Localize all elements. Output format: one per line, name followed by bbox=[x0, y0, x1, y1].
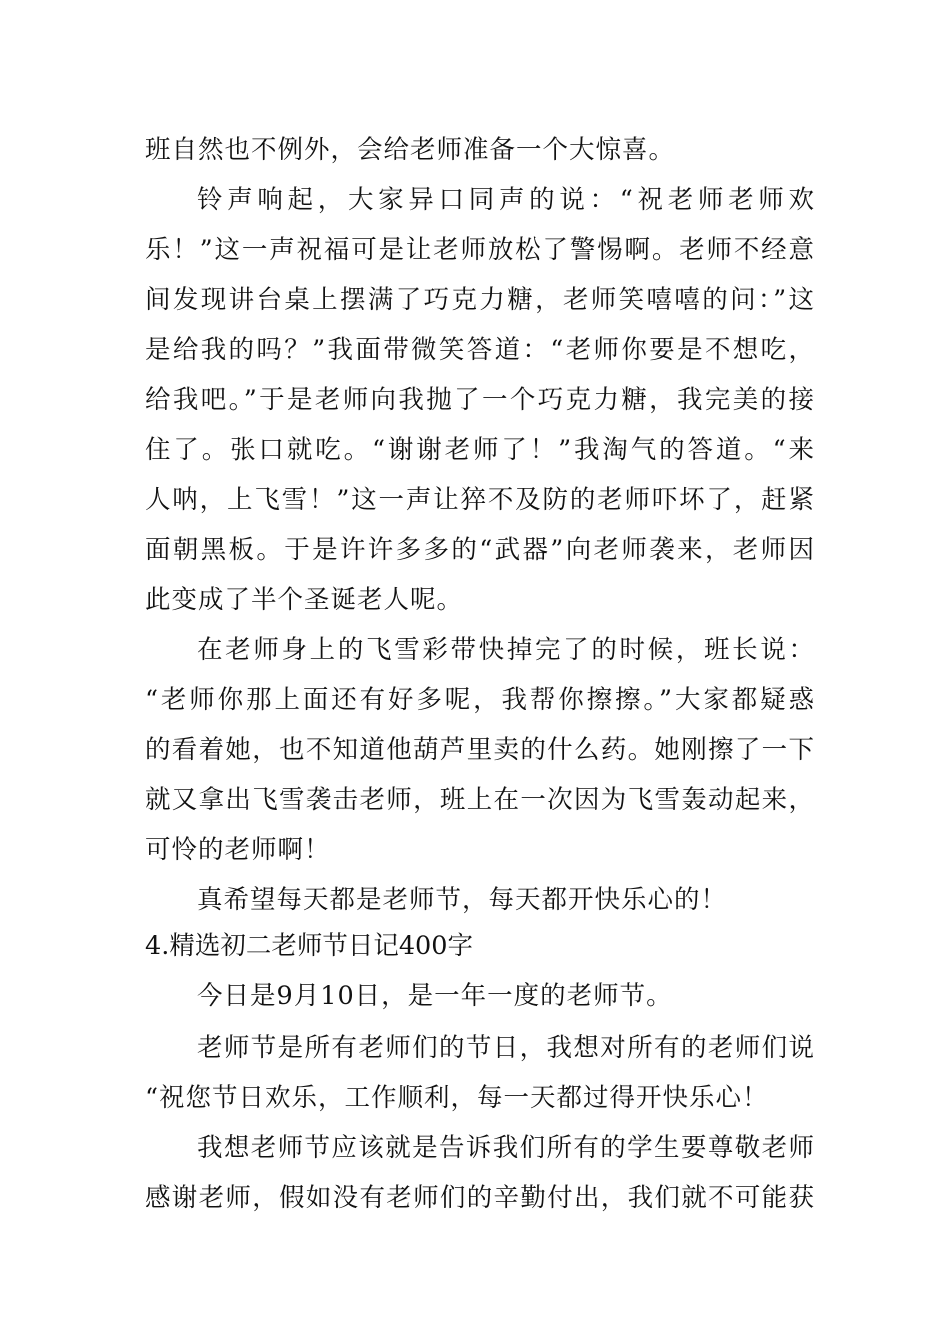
text-line: 在老师身上的飞雪彩带快掉完了的时候，班长说： bbox=[197, 635, 815, 665]
section-heading: 4.精选初二老师节日记400字 bbox=[145, 931, 474, 961]
text-line: 此变成了半个圣诞老人呢。 bbox=[145, 585, 464, 615]
text-line: 住了。张口就吃。“谢谢老师了！”我淘气的答道。“来 bbox=[145, 435, 815, 465]
text-line: 铃声响起，大家异口同声的说：“祝老师老师欢 bbox=[197, 185, 815, 215]
text-line: 班自然也不例外，会给老师准备一个大惊喜。 bbox=[145, 135, 676, 165]
text-line: 乐！”这一声祝福可是让老师放松了警惕啊。老师不经意 bbox=[145, 235, 815, 265]
text-line: 给我吧。”于是老师向我抛了一个巧克力糖，我完美的接 bbox=[145, 385, 815, 415]
text-line: 面朝黑板。于是许许多多的“武器”向老师袭来，老师因 bbox=[145, 535, 815, 565]
text-line: 感谢老师，假如没有老师们的辛勤付出，我们就不可能获 bbox=[145, 1183, 815, 1213]
text-line: 老师节是所有老师们的节日，我想对所有的老师们说 bbox=[197, 1033, 815, 1063]
text-line: 的看着她，也不知道他葫芦里卖的什么药。她刚擦了一下 bbox=[145, 735, 815, 765]
text-line: 真希望每天都是老师节，每天都开快乐心的！ bbox=[197, 885, 728, 915]
text-line: 今日是9月10日，是一年一度的老师节。 bbox=[197, 981, 673, 1011]
text-line: 是给我的吗？”我面带微笑答道：“老师你要是不想吃， bbox=[145, 335, 815, 365]
text-line: “老师你那上面还有好多呢，我帮你擦擦。”大家都疑惑 bbox=[145, 685, 815, 715]
text-line: 间发现讲台桌上摆满了巧克力糖，老师笑嘻嘻的问：”这 bbox=[145, 285, 815, 315]
text-line: 人呐，上飞雪！”这一声让猝不及防的老师吓坏了，赶紧 bbox=[145, 485, 815, 515]
text-line: 就又拿出飞雪袭击老师，班上在一次因为飞雪轰动起来， bbox=[145, 785, 815, 815]
text-line: “祝您节日欢乐，工作顺利，每一天都过得开快乐心！ bbox=[145, 1083, 769, 1113]
text-line: 我想老师节应该就是告诉我们所有的学生要尊敬老师 bbox=[197, 1133, 815, 1163]
text-line: 可怜的老师啊！ bbox=[145, 835, 331, 865]
